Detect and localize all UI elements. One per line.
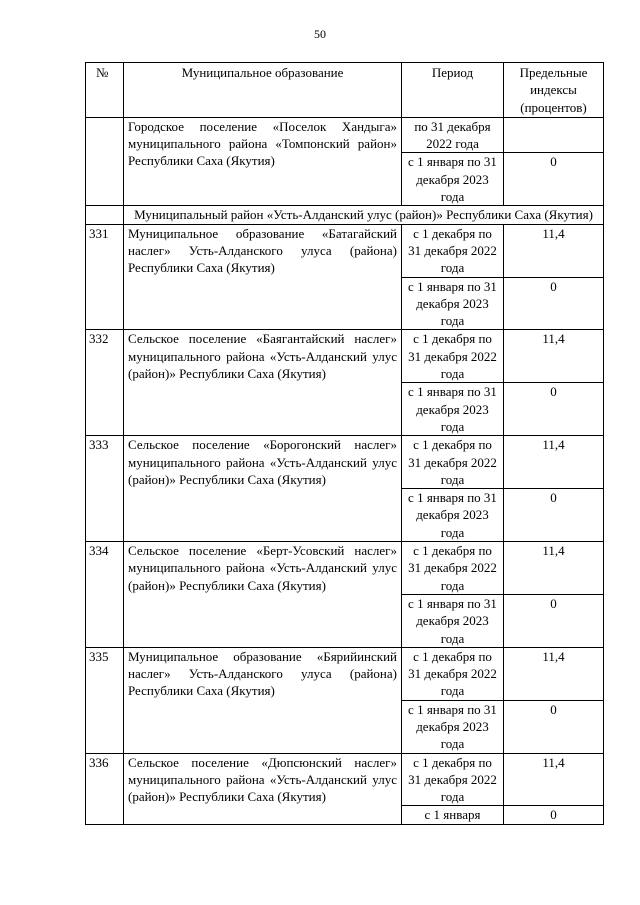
row-limit: 0 <box>504 383 604 436</box>
row-limit: 0 <box>504 700 604 753</box>
table-row <box>86 117 604 153</box>
row-municipality: Сельское поселение «Баягантайский наслег» муниципального района «Усть-Алданский улус (район)» Республики Саха (Якутия) <box>124 330 402 436</box>
tariff-index-table <box>85 62 604 825</box>
row-limit: 0 <box>504 277 604 330</box>
row-period: с 1 декабря по 31 декабря 2022 года <box>402 330 504 383</box>
row-period: с 1 декабря по 31 декабря 2022 года <box>402 542 504 595</box>
row-limit: 11,4 <box>504 542 604 595</box>
table-row <box>86 647 604 700</box>
row-period: с 1 января по 31 декабря 2023 года <box>402 153 504 206</box>
row-period: с 1 января по 31 декабря 2023 года <box>402 594 504 647</box>
row-limit: 11,4 <box>504 436 604 489</box>
district-row <box>86 206 604 224</box>
table-row <box>86 753 604 806</box>
row-period: с 1 января по 31 декабря 2023 года <box>402 277 504 330</box>
row-municipality: Муниципальное образование «Батагайский наслег» Усть-Алданского улуса (района) Республики Саха (Якутия) <box>124 224 402 330</box>
table-body <box>86 117 604 824</box>
row-num: 332 <box>86 330 124 436</box>
table-row <box>86 330 604 383</box>
row-limit: 11,4 <box>504 753 604 806</box>
row-num: 331 <box>86 224 124 330</box>
row-period: с 1 января по 31 декабря 2023 года <box>402 489 504 542</box>
district-title: Муниципальный район «Усть-Алданский улус (район)» Республики Саха (Якутия) <box>124 206 604 224</box>
header-municipality: Муниципальное образование <box>124 63 402 118</box>
row-limit: 0 <box>504 489 604 542</box>
row-limit <box>504 117 604 153</box>
row-municipality: Сельское поселение «Дюпсюнский наслег» муниципального района «Усть-Алданский улус (район)» Республики Саха (Якутия) <box>124 753 402 824</box>
row-limit: 11,4 <box>504 647 604 700</box>
header-limit: Предельные индексы (процентов) <box>504 63 604 118</box>
row-period: с 1 декабря по 31 декабря 2022 года <box>402 647 504 700</box>
row-limit: 0 <box>504 594 604 647</box>
row-num: 336 <box>86 753 124 824</box>
row-num <box>86 117 124 205</box>
row-limit: 11,4 <box>504 330 604 383</box>
row-municipality: Муниципальное образование «Бярийинский наслег» Усть-Алданского улуса (района) Республики Саха (Якутия) <box>124 647 402 753</box>
row-num: 335 <box>86 647 124 753</box>
row-municipality: Сельское поселение «Борогонский наслег» муниципального района «Усть-Алданский улус (район)» Республики Саха (Якутия) <box>124 436 402 542</box>
table-row <box>86 542 604 595</box>
row-municipality: Городское поселение «Поселок Хандыга» муниципального района «Томпонский район» Республики Саха (Якутия) <box>124 117 402 205</box>
table-row <box>86 224 604 277</box>
row-num: 333 <box>86 436 124 542</box>
row-municipality: Сельское поселение «Берт-Усовский наслег» муниципального района «Усть-Алданский улус (район)» Республики Саха (Якутия) <box>124 542 402 648</box>
row-limit: 11,4 <box>504 224 604 277</box>
header-period: Период <box>402 63 504 118</box>
row-period: с 1 декабря по 31 декабря 2022 года <box>402 436 504 489</box>
table-row <box>86 436 604 489</box>
district-num <box>86 206 124 224</box>
row-period: с 1 января по 31 декабря 2023 года <box>402 383 504 436</box>
row-period: по 31 декабря 2022 года <box>402 117 504 153</box>
header-num: № <box>86 63 124 118</box>
row-period: с 1 декабря по 31 декабря 2022 года <box>402 753 504 806</box>
row-limit: 0 <box>504 153 604 206</box>
table-header-row <box>86 63 604 118</box>
row-period: с 1 января по 31 декабря 2023 года <box>402 700 504 753</box>
row-limit: 0 <box>504 806 604 824</box>
row-period: с 1 января <box>402 806 504 824</box>
page-number: 50 <box>314 27 326 41</box>
row-period: с 1 декабря по 31 декабря 2022 года <box>402 224 504 277</box>
row-num: 334 <box>86 542 124 648</box>
